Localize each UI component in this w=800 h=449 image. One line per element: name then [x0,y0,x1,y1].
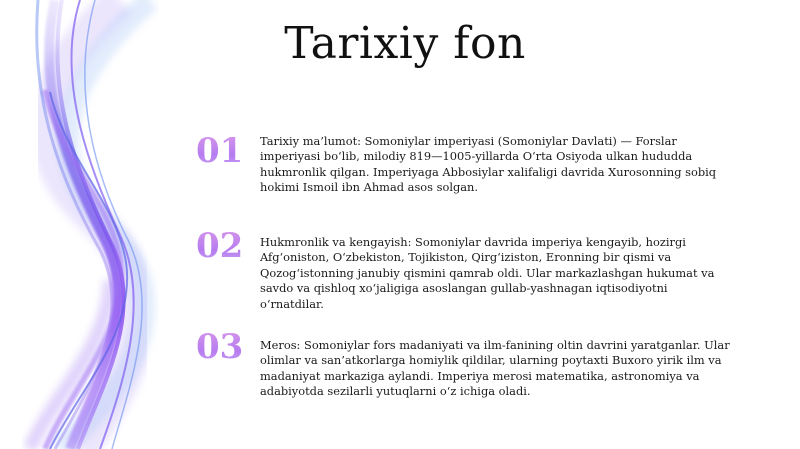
item-text: Tarixiy ma’lumot: Somoniylar imperiyasi (Somoniylar Davlati) — Forslar imperiyasi bo‘lib, milodiy 819—1005-yillarda O‘rta Osiyoda ulkan hududda hukmronlik qilgan. Imperiyaga Abbosiylar xalifaligi davrida Xurosonning sobiq hokimi Ismoil ibn Ahmad asos solgan. [260,134,717,195]
slide-title: Tarixiy fon [284,18,526,69]
item-number: 01 [196,131,256,171]
item-number: 03 [196,327,256,367]
item-number: 02 [196,226,256,266]
smoke-wave-decoration [0,0,220,449]
item-text: Hukmronlik va kengayish: Somoniylar davrida imperiya kengayib, hozirgi Afg‘oniston, O‘zbekiston, Tojikiston, Qirg‘iziston, Eronning bir qismi va Qozog‘istonning janubiy qismini qamrab oldi. Ular markazlashgan hukumat va savdo va qishloq xo‘jaligiga asoslangan gullab-yashnagan iqtisodiyotni o‘rnatdilar. [260,235,715,311]
item-text: Meros: Somoniylar fors madaniyati va ilm-fanining oltin davrini yaratganlar. Ular olimlar va san’atkorlarga homiylik qildilar, ularning poytaxti Buxoro yirik ilm va madaniyat markaziga aylandi. Imperiya merosi matematika, astronomiya va adabiyotda sezilarli yutuqlarni o‘z ichiga oladi. [260,338,730,399]
